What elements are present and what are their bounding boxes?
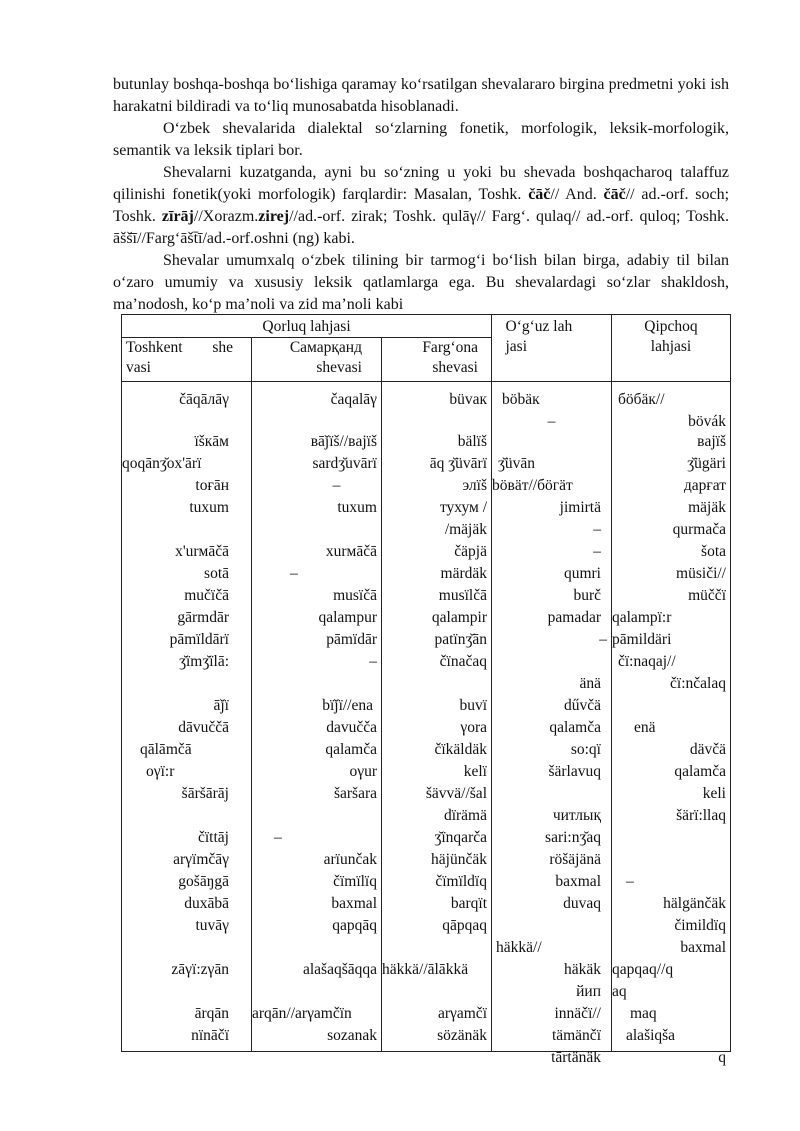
- text-run: Shevalar umumxalq o‘zbek tilining bir tarmog‘i bo‘lish bilan birga, adabiy til bilan o‘zaro umumiy va xususiy leksik qatlamlarga ega. Bu shevalardagi so‘zlar shakldosh, ma’nodosh, ko‘p ma’noli va zid ma’noli kabi: [113, 252, 729, 313]
- dialect-word: qapqāq: [332, 917, 377, 934]
- dialect-word: sözänäk: [437, 1027, 487, 1044]
- dialect-word: šāršārāj: [181, 785, 229, 802]
- dialect-word: qalamča: [325, 741, 377, 758]
- dialect-word: arïunčak: [323, 851, 377, 868]
- dialect-word: čäpjä: [454, 543, 487, 560]
- dialect-word: qurmača: [672, 521, 726, 538]
- dialect-word: qapqaq//q: [612, 961, 674, 978]
- dialect-word: дарғат: [683, 477, 726, 494]
- dialect-word: dűvčä: [563, 697, 601, 714]
- dialect-word: häjünčäk: [431, 851, 487, 868]
- dialect-word: büvак: [449, 391, 487, 408]
- dialect-word: bïǰï//ena: [322, 697, 373, 714]
- dialect-word: čïnačaq: [439, 653, 487, 670]
- dialect-word: –: [290, 565, 298, 582]
- dialect-word: čï:nčalaq: [670, 675, 726, 692]
- paragraph-2: [113, 118, 729, 162]
- dialect-word: ārqān: [194, 1005, 229, 1022]
- dialect-word: rӧšäjänä: [549, 851, 601, 868]
- dialect-word: märdäk: [440, 565, 487, 582]
- dialect-word: böbäк: [502, 391, 540, 408]
- dialect-word: tämänčï: [551, 1027, 601, 1044]
- dialect-word: burč: [573, 587, 601, 604]
- text-run: //ad.-orf. zirak; Toshk. qulāγ// Farg‘. qulaq// ad.-orf. quloq; Toshk. āšš̄ī//Farg‘āšt̄ī/ad.-orf.oshni (ng) kabi.: [113, 208, 729, 247]
- dialect-word: bövák: [688, 413, 726, 430]
- header-qipchoq-label: Qipchoq lahjasi: [644, 318, 698, 355]
- dialect-word: änä: [579, 675, 601, 692]
- dialect-word: tuxum: [337, 499, 377, 516]
- text-run: O‘zbek shevalarida dialektal so‘zlarning fonetik, morfologik, leksik-morfologik, semantik va leksik tiplari bor.: [113, 120, 729, 159]
- dialect-word: häkkä//: [496, 939, 542, 956]
- dialect-word: qalampur: [318, 609, 377, 626]
- dialect-word: mučïčā: [184, 587, 229, 604]
- dialect-word: sari:nʒ̆aq: [545, 829, 601, 846]
- bold-term: zirej: [258, 208, 290, 225]
- dialect-word: čïttāj: [198, 829, 229, 846]
- dialect-word: –: [593, 543, 601, 560]
- dialect-word: jimirtä: [559, 499, 601, 516]
- dialect-word: šärï:llaq: [676, 807, 726, 824]
- dialect-word: keli: [702, 785, 726, 802]
- dialect-word: ïšкāм: [194, 433, 229, 450]
- subheader-toshkent: [122, 338, 252, 382]
- dialect-word: baxmal: [555, 873, 601, 890]
- subheader-fargona-label: Farg‘ona shevasi: [422, 339, 478, 376]
- dialect-word: тухум /: [439, 499, 487, 516]
- dialect-word: ʒ̆ügäri: [687, 455, 726, 472]
- paragraph-3: [113, 162, 729, 250]
- dialect-word: müsiči//: [676, 565, 726, 582]
- dialect-word: qāpqaq: [442, 917, 487, 934]
- dialect-word: baxmal: [331, 895, 377, 912]
- dialect-word: davučča: [326, 719, 377, 736]
- dialect-word: йип: [576, 983, 601, 1000]
- dialect-word: –: [332, 477, 341, 494]
- dialect-word: sardʒ̆uvārï: [312, 455, 377, 472]
- dialect-word: baxmal: [680, 939, 726, 956]
- dialect-word: –: [547, 413, 556, 430]
- header-oguz-label: O‘g‘uz lah jasi: [505, 318, 573, 355]
- dialect-word: mäjäk: [688, 499, 726, 516]
- dialect-word: ʒ̆üvān: [498, 455, 536, 472]
- header-qipchoq: [612, 315, 731, 382]
- dialect-word: dïrämä: [443, 807, 487, 824]
- dialect-word: barqït: [450, 895, 487, 912]
- dialect-word: qalamča: [549, 719, 601, 736]
- dialect-word: q: [718, 1049, 726, 1066]
- text-run: // ad.-orf. soch; Toshk.: [113, 186, 730, 225]
- dialect-word: arγïmčāγ: [173, 851, 229, 868]
- dialect-word: häkkä//ālākkä: [382, 961, 469, 978]
- dialect-word: arqān//arγamčïn: [252, 1005, 352, 1022]
- bold-term: čāč: [603, 186, 626, 203]
- dialect-word: pāmildäri: [612, 631, 672, 648]
- dialect-word: alašaqšāqqa: [302, 961, 377, 978]
- dialect-word: pāmïldārï: [169, 631, 229, 648]
- dialect-word: элïš: [462, 477, 487, 494]
- subheader-fargona: [382, 338, 492, 382]
- dialect-word: šävvä//šal: [425, 785, 487, 802]
- column-qipchoq: [612, 382, 731, 1066]
- dialect-word: patïnʒ̆ān: [434, 631, 487, 648]
- dialect-word: čaqalāγ: [330, 391, 377, 408]
- column-samarqand: [252, 382, 382, 1052]
- text-run: //Xorazm.: [193, 208, 259, 225]
- bold-term: zīrāj: [161, 208, 194, 225]
- dialect-word: toғāн: [195, 477, 229, 494]
- dialect-word: tuxum: [189, 499, 229, 516]
- dialect-word: γora: [460, 719, 487, 736]
- dialect-word: arγamčï: [437, 1005, 487, 1022]
- dialect-word: šaršara: [333, 785, 377, 802]
- column-toshkent: [122, 382, 252, 1052]
- dialect-word: x'urмāčā: [175, 543, 229, 560]
- dialect-word: musïčā: [333, 587, 377, 604]
- dialect-word: hälgänčäk: [663, 895, 726, 912]
- dialect-word: zāγï:zγān: [171, 961, 229, 978]
- text-run: Shevalarni kuzatganda, ayni bu so‘zning u yoki bu shevada boshqacharoq talaffuz qilinishi fonetik(yoki morfologik) farqlardir: Masalan, Toshk.: [113, 164, 729, 203]
- dialect-word: бӧбäк//: [618, 391, 665, 408]
- subheader-samarqand-label: Самарқанд shevasi: [289, 339, 362, 376]
- dialect-word: müččï: [688, 587, 726, 604]
- dialect-word: bälïš: [457, 433, 487, 450]
- dialect-word: –: [274, 829, 282, 846]
- dialect-word: alašiqša: [626, 1027, 676, 1044]
- dialect-word: /mäjäk: [444, 521, 487, 538]
- dialect-word: šärlavuq: [548, 763, 601, 780]
- dialect-word: читлық: [552, 807, 601, 824]
- text-run: butunlay boshqa-boshqa bo‘lishiga qaramay ko‘rsatilgan shevalararo birgina predmetni yoki ish harakatni bildiradi va to‘liq munosabatda hisoblanadi.: [113, 76, 729, 115]
- dialect-word: xurмāčā: [325, 543, 377, 560]
- dialect-word: čïkäldäk: [434, 741, 487, 758]
- dialect-word: –: [626, 873, 634, 890]
- dialect-word: qālāmčā: [140, 741, 192, 758]
- dialect-word: āǰï: [213, 697, 229, 714]
- dialect-word: вajïš: [697, 433, 726, 450]
- dialect-word: –: [369, 653, 377, 670]
- dialect-word: čï:naqaj//: [618, 653, 676, 670]
- bold-term: čāč: [528, 186, 551, 203]
- dialect-word: gošāŋgā: [178, 873, 229, 890]
- dialect-word: sozanak: [327, 1027, 377, 1044]
- text-run: // And.: [550, 186, 604, 203]
- dialect-word: buvï: [459, 697, 487, 714]
- dialect-word: maq: [630, 1005, 657, 1022]
- dialect-word: duvaq: [563, 895, 601, 912]
- dialect-word: dāvuččā: [178, 719, 229, 736]
- dialect-word: kelï: [463, 763, 487, 780]
- dialect-word: qalampir: [431, 609, 487, 626]
- dialect-word: ʒ̆ïnqarča: [434, 829, 487, 846]
- dialect-word: aq: [612, 983, 627, 1000]
- dialect-word: bӧвäт//бӧгäт: [492, 477, 573, 494]
- dialect-word: sotā: [204, 565, 229, 582]
- dialect-word: enä: [634, 719, 656, 736]
- dialect-word: āq ʒ̆üvārï: [429, 455, 487, 472]
- dialect-word: oγur: [349, 763, 377, 780]
- column-fargona: [382, 382, 492, 1052]
- dialect-word: gārmdār: [177, 609, 229, 626]
- paragraph-1: [113, 74, 729, 118]
- column-oguz: [492, 382, 612, 1066]
- dialect-word: čimildïq: [674, 917, 726, 934]
- dialect-word: čïmïlïq: [333, 873, 377, 890]
- dialect-word: dävčä: [689, 741, 726, 758]
- dialect-word: qalampï:r: [612, 609, 672, 626]
- header-qorluq-label: Qorluq lahjasi: [262, 318, 351, 335]
- dialect-word: innäčï//: [554, 1005, 601, 1022]
- dialect-word: qalamča: [674, 763, 726, 780]
- dialect-word: šota: [701, 543, 726, 560]
- dialect-word: musïlčā: [438, 587, 487, 604]
- dialect-word: –: [599, 631, 607, 648]
- dialect-word: čāqāлāγ: [179, 391, 229, 408]
- dialect-word: so:qï: [570, 741, 601, 758]
- text-body: [113, 74, 729, 316]
- subheader-samarqand: [252, 338, 382, 382]
- dialect-word: ʒ̆ïmʒ̆ïlā:: [179, 653, 229, 670]
- dialect-word: pamadar: [547, 609, 601, 626]
- dialect-word: pāmïdār: [326, 631, 377, 648]
- header-qorluq: [122, 315, 492, 338]
- dialect-words-table: [121, 314, 731, 1066]
- dialect-word: oγï:r: [146, 763, 175, 780]
- dialect-word: tārtänäk: [551, 1049, 601, 1066]
- paragraph-4: [113, 250, 729, 316]
- dialect-word: häkäk: [563, 961, 601, 978]
- subheader-toshkent-label: Toshkent she vasi: [126, 339, 233, 376]
- header-oguz: [492, 315, 612, 382]
- dialect-word: duxābā: [184, 895, 229, 912]
- dialect-word: qumri: [563, 565, 601, 582]
- dialect-word: tuvāγ: [195, 917, 229, 934]
- dialect-word: вāǰïš//вajïš: [310, 433, 377, 450]
- dialect-word: qoqānʒ̆ox'ārï: [122, 455, 202, 472]
- dialect-word: čïmïldïq: [435, 873, 487, 890]
- dialect-word: –: [593, 521, 601, 538]
- dialect-word: nïnāčï: [191, 1027, 229, 1044]
